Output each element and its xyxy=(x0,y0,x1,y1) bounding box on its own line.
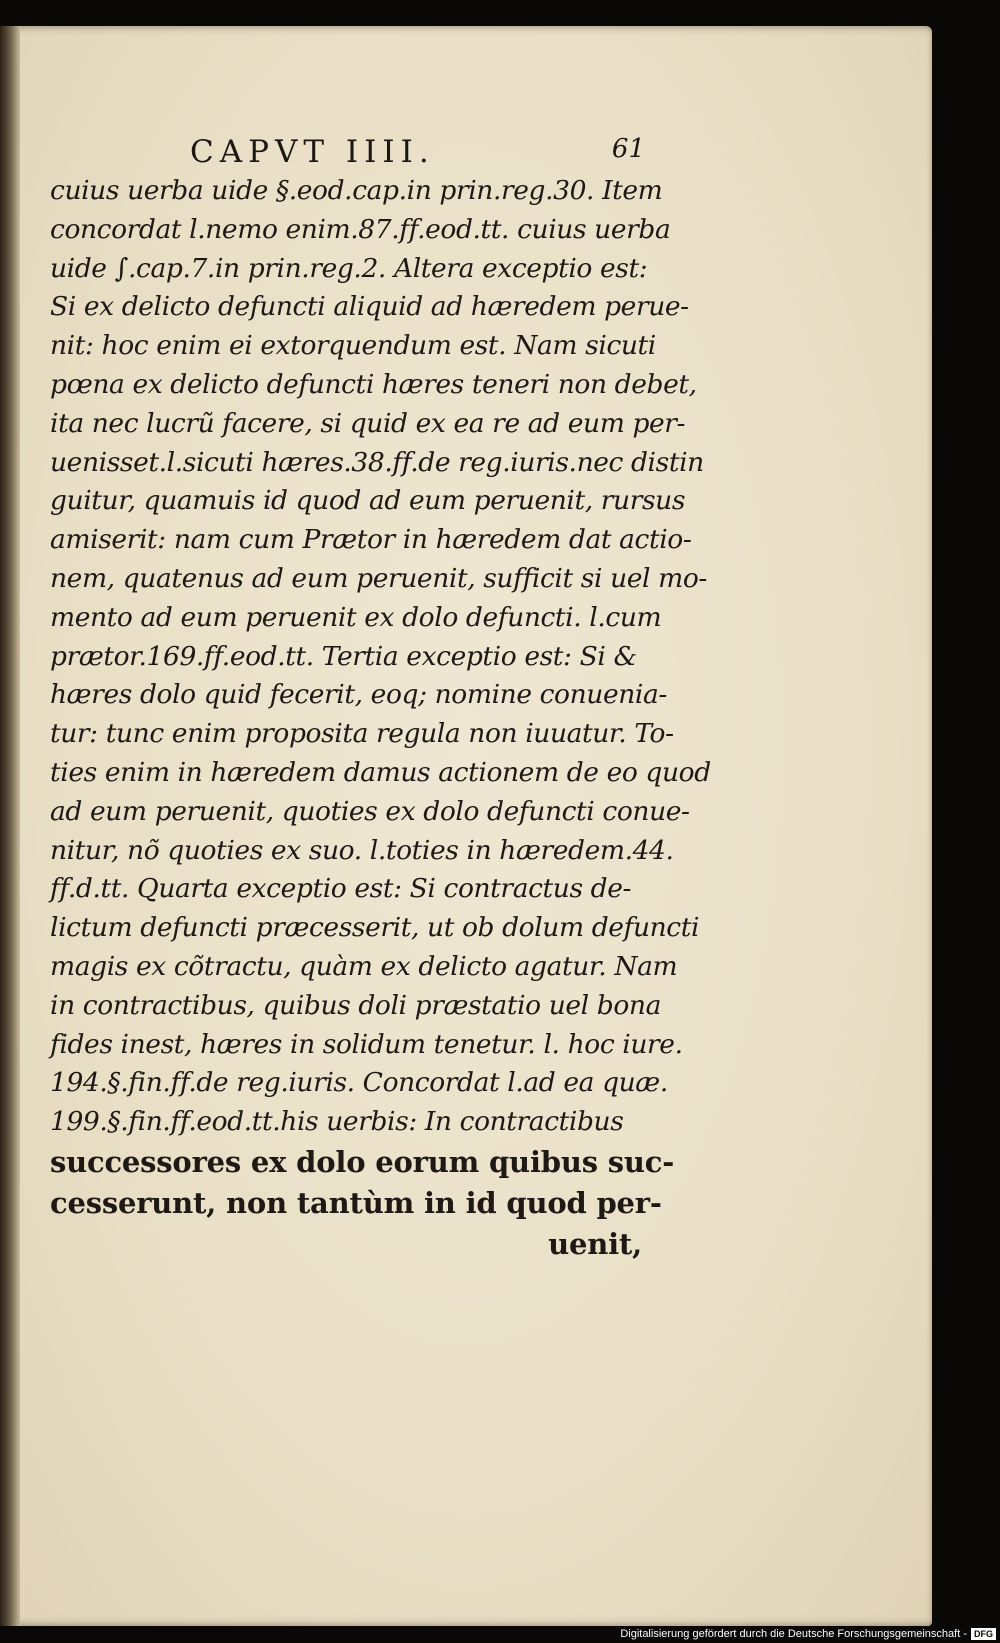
running-title: CAPVT IIII. xyxy=(190,134,435,170)
text-line: nitur, nõ quoties ex suo. l.toties in hæredem.44. xyxy=(50,834,674,866)
text-line: concordat l.nemo enim.87.ff.eod.tt. cuius uerba xyxy=(50,213,671,245)
text-line: nit: hoc enim ei extorquendum est. Nam sicuti xyxy=(50,330,656,362)
text-line: uenisset.l.sicuti hæres.38.ff.de reg.iuris.nec distin xyxy=(50,446,704,478)
folio-number: 61 xyxy=(611,134,645,164)
text-line: Si ex delicto defuncti aliquid ad hæredem perue- xyxy=(50,291,689,323)
text-line: 199.§.fin.ff.eod.tt.his uerbis: In contractibus xyxy=(50,1106,624,1138)
text-line: cuius uerba uide §.eod.cap.in prin.reg.30. Item xyxy=(50,175,663,206)
catchword: uenit, xyxy=(548,1226,642,1261)
text-line: guitur, quamuis id quod ad eum peruenit, rursus xyxy=(50,485,686,517)
text-line: magis ex cõtractu, quàm ex delicto agatur. Nam xyxy=(50,950,678,982)
roman-text-line: successores ex dolo eorum quibus suc- xyxy=(50,1144,675,1179)
text-line: ad eum peruenit, quoties ex dolo defuncti conue- xyxy=(50,795,690,827)
text-line: in contractibus, quibus doli præstatio uel bona xyxy=(50,989,661,1021)
digitization-credit xyxy=(620,1627,996,1641)
page-gutter xyxy=(0,26,20,1626)
text-line: mento ad eum peruenit ex dolo defuncti. l.cum xyxy=(50,601,662,633)
text-line: amiserit: nam cum Prætor in hæredem dat actio- xyxy=(50,524,692,556)
text-line: fides inest, hæres in solidum tenetur. l. hoc iure. xyxy=(50,1028,683,1060)
text-line: ties enim in hæredem damus actionem de eo quod xyxy=(50,756,711,788)
text-line: 194.§.fin.ff.de reg.iuris. Concordat l.ad ea quæ. xyxy=(50,1067,668,1099)
text-line: hæres dolo quid fecerit, eoq; nomine conuenia- xyxy=(50,679,667,711)
text-line: nem, quatenus ad eum peruenit, sufficit si uel mo- xyxy=(50,562,707,594)
text-block xyxy=(50,172,711,1265)
text-line: ff.d.tt. Quarta exceptio est: Si contractus de- xyxy=(50,873,632,905)
text-line: uide ∫.cap.7.in prin.reg.2. Altera exceptio est: xyxy=(50,252,648,284)
page-header xyxy=(190,134,645,170)
dfg-logo: DFG xyxy=(971,1628,996,1640)
roman-text-line: cesserunt, non tantùm in id quod per- xyxy=(50,1185,662,1220)
text-line: lictum defuncti præcesserit, ut ob dolum defuncti xyxy=(50,912,700,944)
text-line: prætor.169.ff.eod.tt. Tertia exceptio est: Si & xyxy=(50,640,637,672)
text-line: pœna ex delicto defuncti hæres teneri non debet, xyxy=(50,368,697,400)
text-line: ita nec lucrũ facere, si quid ex ea re ad eum per- xyxy=(50,407,686,439)
credit-text: Digitalisierung gefördert durch die Deutsche Forschungsgemeinschaft - xyxy=(620,1628,967,1640)
text-line: tur: tunc enim proposita regula non iuuatur. To- xyxy=(50,718,674,750)
